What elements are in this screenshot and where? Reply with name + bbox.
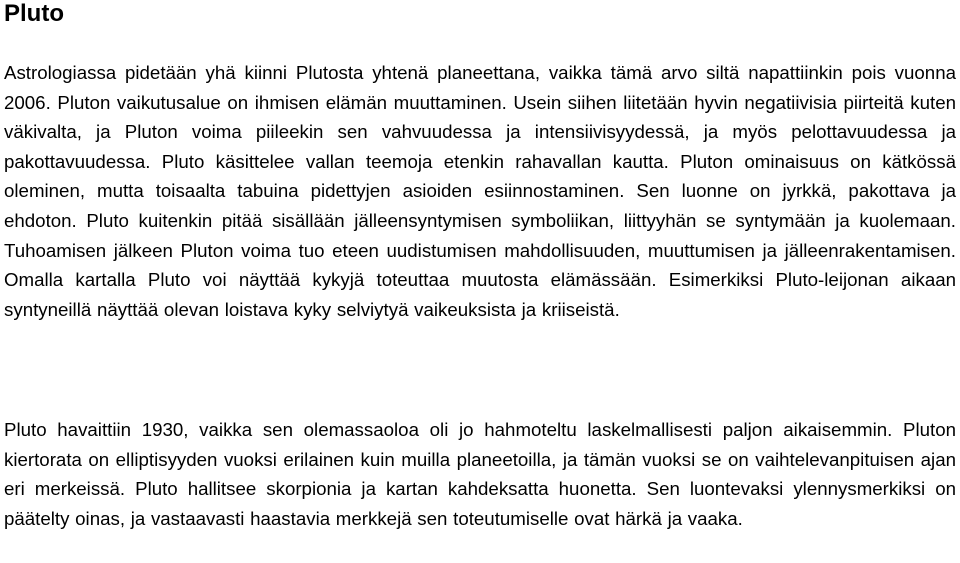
document-title: Pluto xyxy=(4,0,64,27)
paragraph-astrology: Astrologiassa pidetään yhä kiinni Plutosta yhtenä planeettana, vaikka tämä arvo siltä napattiinkin pois vuonna 2006. Pluton vaikutusalue on ihmisen elämän muuttaminen. Usein siihen liitetään hyvin negatiivisia piirteitä kuten väkivalta, ja Pluton voima piileekin sen vahvuudessa ja intensiivisyydessä, ja myös pelottavuudessa ja pakottavuudessa. Pluto käsittelee vallan teemoja etenkin rahavallan kautta. Pluton ominaisuus on kätkössä oleminen, mutta toisaalta tabuina pidettyjen asioiden esiinnostaminen. Sen luonne on jyrkkä, pakottava ja ehdoton. Pluto kuitenkin pitää sisällään jälleensyntymisen symboliikan, liittyyhän se syntymään ja kuolemaan. Tuhoamisen jälkeen Pluton voima tuo eteen uudistumisen mahdollisuuden, muuttumisen ja jälleenrakentamisen. Omalla kartalla Pluto voi näyttää kykyjä toteuttaa muutosta elämässään. Esimerkiksi Pluto-leijonan aikaan syntyneillä näyttää olevan loistava kyky selviytyä vaikeuksista ja kriiseistä. xyxy=(4,62,956,320)
document-page xyxy=(4,0,956,529)
paragraph-discovery: Pluto havaittiin 1930, vaikka sen olemassaoloa oli jo hahmoteltu laskelmallisesti paljon aikaisemmin. Pluton kiertorata on elliptisyyden vuoksi erilainen kuin muilla planeetoilla, ja tämän vuoksi se on vaihtelevanpituisen ajan eri merkeissä. Pluto hallitsee skorpionia ja kartan kahdeksatta huonetta. Sen luontevaksi ylennysmerkiksi on päätelty oinas, ja vastaavasti haastavia merkkejä sen toteutumiselle ovat härkä ja vaaka. xyxy=(4,419,956,529)
